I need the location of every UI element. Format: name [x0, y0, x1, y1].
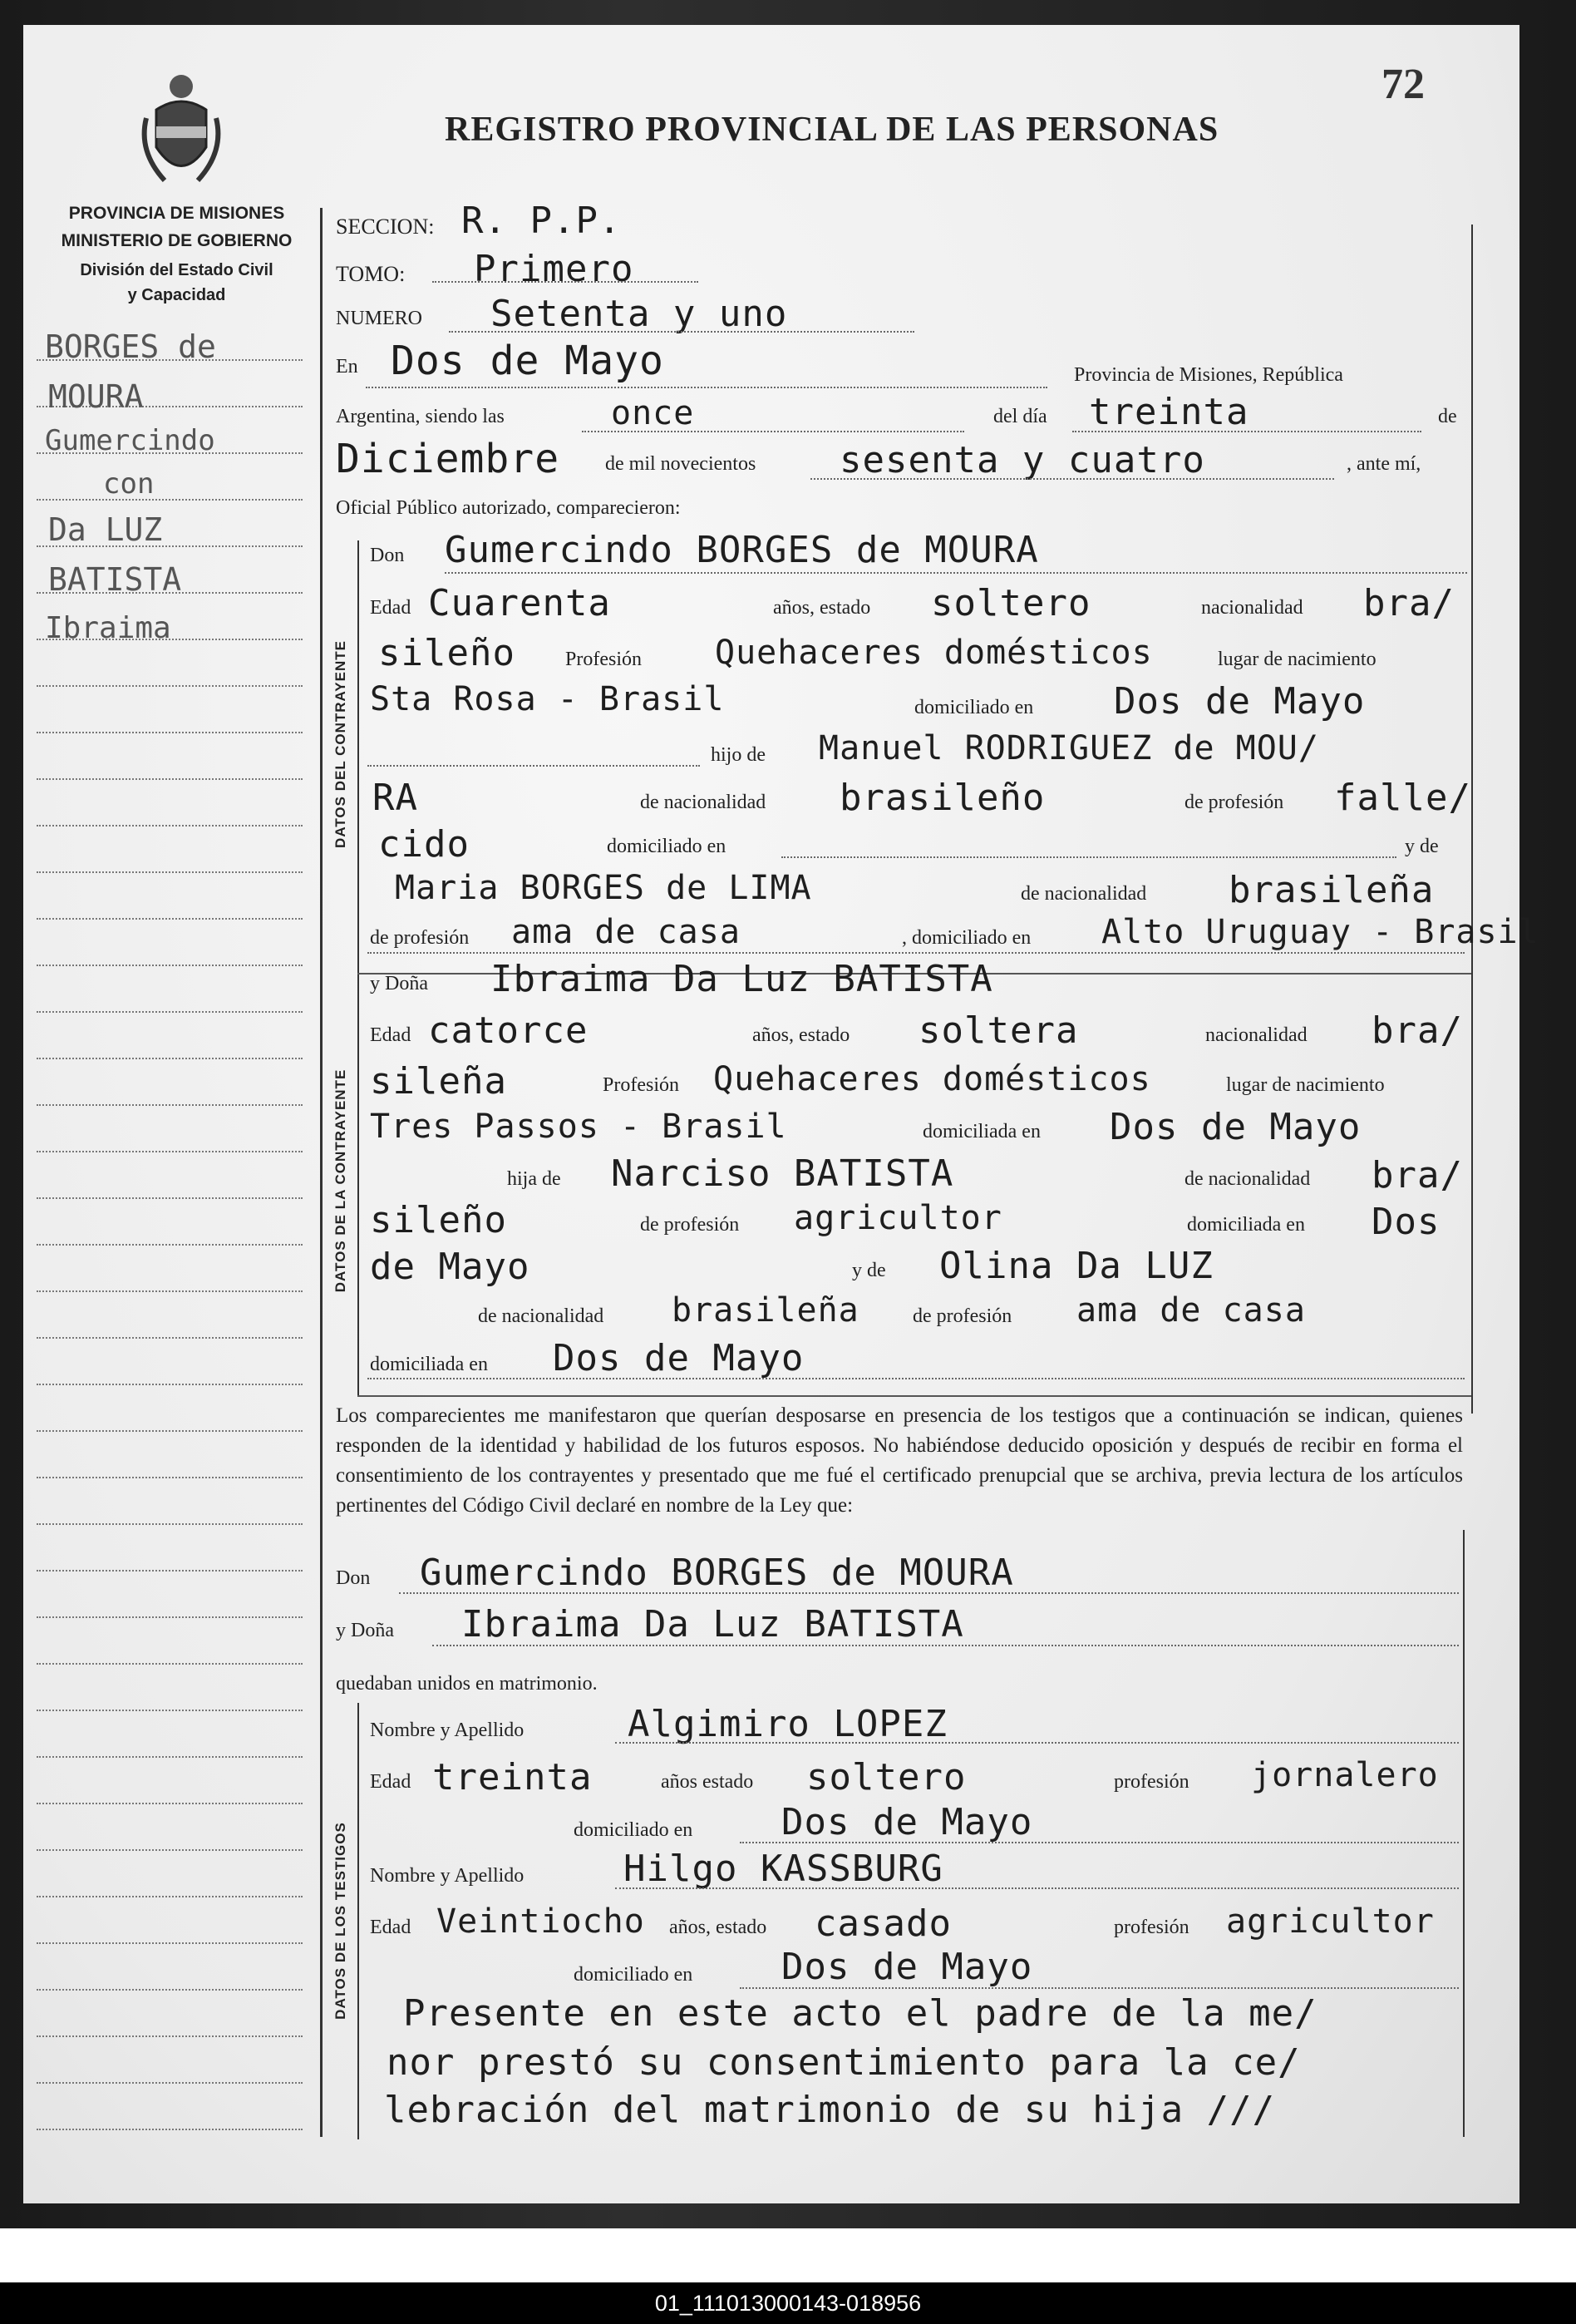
de-profesion-label: de profesión [640, 1214, 740, 1236]
testigo1-edad: treinta [432, 1756, 593, 1799]
contrayenta-edad: catorce [428, 1009, 589, 1052]
nota-linea-3: lebración del matrimonio de su hija /// [384, 2089, 1276, 2131]
field-line [366, 387, 1047, 388]
declaracion-don-name: Gumercindo BORGES de MOURA [420, 1552, 1014, 1594]
margin-rule-line [37, 1663, 303, 1665]
witness-bracket-rule [357, 1703, 359, 2139]
seccion-value: R. P.P. [461, 200, 622, 242]
section-bracket-rule [357, 540, 359, 1397]
padre-contrayente-prof-a: falle/ [1334, 777, 1471, 819]
margin-rule-line [37, 1756, 303, 1758]
field-line [445, 572, 1467, 574]
testigo2-name: Hilgo KASSBURG [623, 1848, 943, 1890]
madre-domic-label: domiciliada en [370, 1354, 488, 1375]
margin-rule-line [37, 965, 303, 966]
lugar-nac-label: lugar de nacimiento [1218, 649, 1377, 670]
padre-contrayenta-prof: agricultor [794, 1199, 1002, 1237]
margin-note-line: Gumercindo [45, 424, 215, 457]
org-ministry: MINISTERIO DE GOBIERNO [61, 231, 293, 250]
side-label-testigos: DATOS DE LOS TESTIGOS [332, 1822, 348, 2020]
margin-rule-line [37, 732, 303, 733]
margin-note-line: BATISTA [48, 561, 182, 598]
madre-contrayenta-nac: brasileña [672, 1291, 859, 1330]
padre-contrayente-a: Manuel RODRIGUEZ de MOU/ [819, 729, 1319, 767]
nombre-apellido-label: Nombre y Apellido [370, 1720, 525, 1741]
margin-rule-line [37, 1989, 303, 1991]
margin-rule-line [37, 1616, 303, 1618]
contrayenta-estado: soltera [919, 1009, 1079, 1052]
contrayente-name: Gumercindo BORGES de MOURA [445, 529, 1039, 571]
padre-contrayente-nac: brasileño [840, 777, 1046, 819]
image-identifier: 01_111013000143-018956 [654, 2291, 922, 2316]
contrayente-domicilio: Dos de Mayo [1114, 680, 1366, 723]
profesion-label: profesión [1114, 1771, 1189, 1793]
margin-note-line: BORGES de [45, 328, 216, 365]
profesion-label: profesión [1114, 1917, 1189, 1938]
field-line [1072, 431, 1421, 432]
anos-estado-label: años, estado [669, 1917, 767, 1938]
right-border-rule-lower [1463, 1530, 1465, 2137]
don-label: Don [336, 1567, 371, 1589]
domiciliado-label: domiciliado en [574, 1964, 693, 1986]
field-line [432, 281, 698, 283]
madre-nac-label: de nacionalidad [478, 1305, 604, 1327]
testigo1-estado: soltero [806, 1756, 967, 1799]
margin-rule-line [37, 1151, 303, 1152]
section-divider [357, 1395, 1471, 1397]
padre-contrayenta-nac-a: bra/ [1372, 1154, 1463, 1197]
padre-contrayenta: Narciso BATISTA [611, 1152, 954, 1195]
tomo-value: Primero [474, 248, 634, 290]
org-province: PROVINCIA DE MISIONES [68, 204, 285, 223]
profesion-label: Profesión [565, 649, 642, 670]
del-dia-label: del día [993, 406, 1047, 427]
margin-rule-line [37, 1803, 303, 1804]
madre-contrayente-domic: Alto Uruguay - Brasil [1101, 913, 1539, 951]
madre-prof-label: de profesión [370, 927, 470, 949]
padre-domiciliado-label: domiciliado en [607, 836, 726, 857]
margin-rule-line [37, 2129, 303, 2130]
de-profesion-label: de profesión [1184, 792, 1284, 813]
contrayenta-name: Ibraima Da Luz BATISTA [490, 958, 993, 1000]
field-line [449, 331, 914, 333]
margin-rule-line [37, 1384, 303, 1385]
mes-value: Diciembre [336, 436, 560, 482]
unidos-text: quedaban unidos en matrimonio. [336, 1673, 598, 1695]
don-label: Don [370, 545, 405, 566]
margin-note-line: con [103, 467, 155, 501]
contrayente-profesion: Quehaceres domésticos [715, 634, 1153, 672]
lugar-acto: Dos de Mayo [391, 338, 664, 384]
numero-label: NUMERO [336, 308, 423, 329]
field-line [781, 856, 1396, 858]
edad-label: Edad [370, 1771, 411, 1793]
left-column-rule [320, 208, 323, 2137]
padre-domiciliada-label: domiciliada en [1187, 1214, 1305, 1236]
tomo-label: TOMO: [336, 262, 406, 286]
numero-value: Setenta y uno [490, 293, 788, 335]
contrayente-nac-b: sileño [378, 632, 515, 674]
de-nacionalidad-label: de nacionalidad [640, 792, 766, 813]
anos-estado-label: años, estado [773, 597, 871, 619]
testigo2-domicilio: Dos de Mayo [781, 1946, 1033, 1988]
margin-rule-line [37, 1197, 303, 1199]
margin-rule-line [37, 1942, 303, 1944]
contrayenta-lugar: Tres Passos - Brasil [370, 1108, 787, 1146]
margin-rule-line [37, 2082, 303, 2084]
margin-rule-line [37, 778, 303, 780]
field-line [367, 765, 700, 767]
document-title: REGISTRO PROVINCIAL DE LAS PERSONAS [445, 111, 1219, 149]
testigo1-name: Algimiro LOPEZ [628, 1703, 948, 1745]
madre-contrayente: Maria BORGES de LIMA [395, 869, 812, 907]
padre-contrayente-b: RA [372, 777, 418, 819]
margin-note-line: MOURA [48, 378, 144, 415]
madre-contrayenta-prof: ama de casa [1076, 1291, 1306, 1330]
testigo1-profesion: jornalero [1251, 1756, 1439, 1794]
hija-de-label: hija de [507, 1168, 561, 1190]
domiciliado-label: domiciliado en [574, 1819, 693, 1841]
margin-rule-line [37, 1337, 303, 1339]
nacionalidad-label: nacionalidad [1205, 1024, 1308, 1046]
margin-rule-line [37, 1849, 303, 1851]
dona-label: y Doña [370, 973, 428, 994]
nombre-apellido-label: Nombre y Apellido [370, 1865, 525, 1887]
nota-linea-1: Presente en este acto el padre de la me/ [403, 1992, 1317, 2035]
contrayente-estado: soltero [931, 582, 1091, 624]
contrayenta-profesion: Quehaceres domésticos [713, 1060, 1151, 1098]
padre-contrayenta-domic-b: de Mayo [370, 1246, 530, 1288]
margin-rule-line [37, 871, 303, 873]
ante-mi-label: , ante mí, [1347, 453, 1421, 475]
domiciliada-label: domiciliada en [923, 1121, 1041, 1142]
testigo1-domicilio: Dos de Mayo [781, 1801, 1033, 1843]
y-de-label: y de [852, 1260, 886, 1281]
field-line [582, 431, 964, 432]
contrayenta-nac-a: bra/ [1372, 1009, 1463, 1052]
side-label-contrayente-mujer: DATOS DE LA CONTRAYENTE [332, 1068, 348, 1293]
seccion-label: SECCION: [336, 215, 435, 239]
margin-note-line: Ibraima [45, 611, 171, 645]
madre-nac-label: de nacionalidad [1021, 883, 1147, 905]
field-line [432, 1645, 1459, 1646]
de-nacionalidad-label: de nacionalidad [1184, 1168, 1311, 1190]
contrayente-nac-a: bra/ [1363, 582, 1455, 624]
margin-rule-line [37, 1523, 303, 1525]
org-division: División del Estado Civil [80, 261, 273, 279]
field-line [810, 478, 1334, 480]
margin-note-line: Da LUZ [48, 511, 163, 548]
testigo2-edad: Veintiocho [436, 1902, 645, 1941]
declaration-paragraph: Los comparecientes me manifestaron que querían desposarse en presencia de los testigos que a continuación se indican, quienes responden de la identidad y habilidad de los futuros esposos. No habiéndose deducido oposición y después de recibir en forma el consentimiento de los contrayentes y presentado que me fué el certificado prenupcial que se archiva, previa lectura de los artículos pertinentes del Código Civil declaré en nombre de la Ley que: [336, 1404, 1463, 1517]
page-number: 72 [1381, 61, 1425, 108]
hora-value: once [611, 394, 695, 432]
lugar-nac-label: lugar de nacimiento [1226, 1074, 1385, 1096]
padre-contrayenta-domic-a: Dos [1372, 1201, 1441, 1243]
side-label-contrayente: DATOS DEL CONTRAYENTE [332, 640, 348, 848]
testigo2-estado: casado [815, 1902, 952, 1945]
margin-rule-line [37, 1710, 303, 1711]
contrayente-lugar: Sta Rosa - Brasil [370, 680, 725, 718]
right-border-rule [1471, 225, 1473, 1414]
edad-label: Edad [370, 1917, 411, 1938]
oficial-label: Oficial Público autorizado, comparecieron: [336, 497, 681, 519]
edad-label: Edad [370, 597, 411, 619]
mil-label: de mil novecientos [605, 453, 756, 475]
contrayente-edad: Cuarenta [428, 582, 611, 624]
margin-rule-line [37, 1896, 303, 1897]
y-de-label: y de [1405, 836, 1439, 857]
hijo-de-label: hijo de [711, 744, 766, 766]
testigo2-profesion: agricultor [1226, 1902, 1435, 1941]
edad-label: Edad [370, 1024, 411, 1046]
field-line [367, 952, 1465, 954]
field-line [740, 1987, 1459, 1989]
contrayenta-domicilio: Dos de Mayo [1110, 1106, 1362, 1148]
nacionalidad-label: nacionalidad [1201, 597, 1303, 619]
madre-contrayente-nac: brasileña [1229, 869, 1435, 911]
contrayenta-nac-b: sileña [370, 1060, 507, 1103]
margin-rule-line [37, 918, 303, 920]
field-line [399, 1592, 1459, 1594]
domiciliado-label: domiciliado en [914, 697, 1034, 718]
madre-contrayenta-domic: Dos de Mayo [553, 1337, 805, 1379]
provincia-text: Provincia de Misiones, República [1074, 364, 1343, 386]
anos-estado-label: años estado [661, 1771, 754, 1793]
nota-linea-2: nor prestó su consentimiento para la ce/ [387, 2041, 1301, 2084]
de-label: de [1438, 406, 1457, 427]
field-line [615, 1887, 1459, 1889]
dia-value: treinta [1089, 391, 1249, 433]
en-label: En [336, 356, 358, 377]
padre-contrayenta-nac-b: sileño [370, 1199, 507, 1241]
madre-contrayente-prof: ama de casa [511, 913, 741, 951]
anos-estado-label: años, estado [752, 1024, 850, 1046]
padre-contrayente-prof-b: cido [378, 823, 470, 866]
argentina-label: Argentina, siendo las [336, 406, 505, 427]
margin-rule-line [37, 1477, 303, 1478]
coat-of-arms-icon [131, 68, 231, 193]
anio-value: sesenta y cuatro [840, 439, 1205, 481]
profesion-label: Profesión [603, 1074, 679, 1096]
margin-rule-line [37, 1104, 303, 1106]
dona-label: y Doña [336, 1620, 394, 1641]
margin-rule-line [37, 685, 303, 687]
declaracion-dona-name: Ibraima Da Luz BATISTA [461, 1603, 964, 1646]
madre-domic-label: , domiciliado en [902, 927, 1032, 949]
field-line [615, 1742, 1459, 1744]
madre-prof-label: de profesión [913, 1305, 1012, 1327]
org-capacity: y Capacidad [127, 286, 226, 304]
margin-rule-line [37, 1244, 303, 1246]
margin-rule-line [37, 1570, 303, 1572]
margin-rule-line [37, 1290, 303, 1292]
margin-rule-line [37, 1058, 303, 1059]
margin-rule-line [37, 1011, 303, 1013]
margin-rule-line [37, 2035, 303, 2037]
margin-rule-line [37, 499, 303, 501]
field-line [740, 1842, 1459, 1843]
margin-rule-line [37, 1430, 303, 1432]
margin-rule-line [37, 825, 303, 826]
madre-contrayenta: Olina Da LUZ [939, 1245, 1214, 1287]
field-line [367, 1378, 1465, 1379]
